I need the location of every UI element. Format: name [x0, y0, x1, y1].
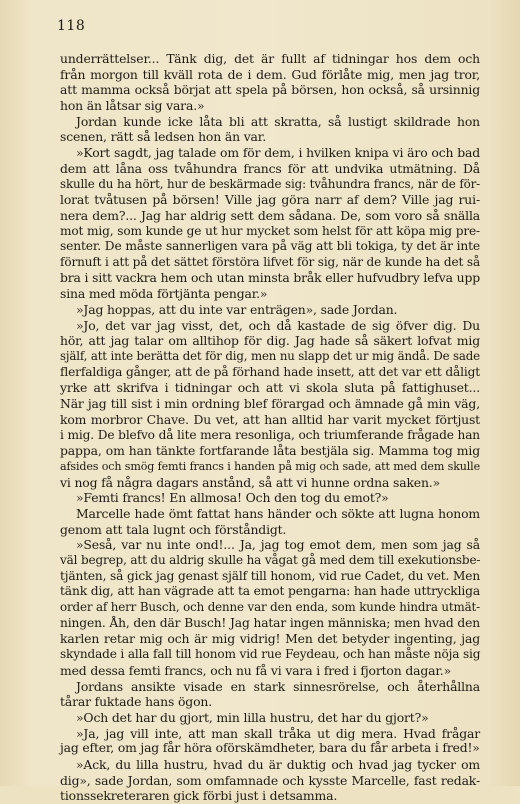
text-line: yrke att skrifva i tidningar och att vi skola sluta på fattighuset...: [60, 380, 480, 396]
text-line: »Jo, det var jag visst, det, och då kastade de sig öfver dig. Du: [76, 317, 480, 333]
text-line: scenen, rätt så ledsen hon än var.: [60, 129, 266, 145]
text-line: hon än låtsar sig vara.»: [60, 98, 205, 114]
text-line: När jag till sist i min ordning blef förargad och ämnade gå min väg,: [60, 396, 480, 412]
text-line: dig», sade Jordan, som omfamnade och kysste Marcelle, fast redak-: [60, 772, 480, 788]
text-line: »Femti francs! En allmosa! Och den tog du emot?»: [76, 490, 389, 506]
text-line: med dessa femti francs, och nu få vi vara i fred i fjorton dagar.»: [60, 662, 452, 678]
text-line: »Och det har du gjort, min lilla hustru, det har du gjort?»: [76, 709, 429, 725]
text-line: genom att tala lugnt och förståndigt.: [60, 521, 287, 537]
text-line: flerfaldiga gånger, att de på förhand hade insett, att det var ett dåligt: [60, 364, 480, 379]
text-line: vi nog få några dagars anstånd, så att vi hunne ordna saken.»: [60, 474, 441, 490]
text-line: skulle du ha hört, hur de beskärmade sig: tvåhundra francs, när de för-: [60, 176, 480, 191]
text-line: tårar fuktade hans ögon.: [60, 694, 212, 710]
text-line: pappa, om han tänkte fortfarande låta bestjäla sig. Mamma tog mig: [60, 443, 480, 459]
text-line: i mig. De blefvo då lite mera resonliga, och triumferande frågade han: [60, 427, 480, 442]
text-line: tionssekreteraren gick förbi just i detsamma.: [60, 788, 338, 804]
text-line: underrättelser... Tänk dig, det är fullt af tidningar hos dem och: [60, 51, 480, 66]
text-line: förnuft i att på det sättet förstöra lifvet för sig, när de kunde ha det så: [60, 254, 480, 269]
text-line: sina med möda förtjänta pengar.»: [60, 286, 268, 302]
text-line: hör, att jag talar om alltihop för dig. Jag hade så säkert lofvat mig: [60, 333, 480, 349]
text-line: bra i sitt vackra hem och utan minsta bråk eller hufvudbry lefva upp: [60, 270, 480, 285]
text-line: karlen retar mig och är mig vidrig! Men det betyder ingenting, jag: [60, 631, 480, 647]
body-text: [60, 51, 480, 804]
text-line: senter. De måste sannerligen vara på väg att bli tokiga, ty det är inte: [60, 239, 480, 254]
text-line: jag efter, om jag får höra oförskämdheter, bara du får arbeta i fred!»: [60, 741, 480, 756]
text-line: »Kort sagdt, jag talade om för dem, i hvilken knipa vi äro och bad: [76, 145, 480, 161]
text-line: lorat tvåtusen på börsen! Ville jag göra narr af dem? Ville jag rui-: [60, 192, 480, 208]
text-line: tjänten, så gick jag genast själf till honom, vid rue Cadet, du vet. Men: [60, 568, 480, 583]
text-line: Jordan kunde icke låta bli att skratta, så lustigt skildrade hon: [76, 113, 480, 129]
text-line: skyndade i alla fall till honom vid rue Feydeau, och han måste nöja sig: [60, 647, 481, 662]
text-line: order af herr Busch, och denne var den enda, som kunde hindra utmät-: [60, 600, 480, 615]
text-line: »Ack, du lilla hustru, hvad du är duktig och hvad jag tycker om: [76, 756, 480, 772]
text-line: Jordans ansikte visade en stark sinnesrörelse, och återhållna: [76, 678, 480, 694]
text-line: nera dem?... Jag har aldrig sett dem sådana. De, som voro så snälla: [60, 207, 480, 223]
text-line: själf, att inte berätta det för dig, men nu slapp det ur mig ändå. De sade: [60, 349, 480, 364]
text-line: »Ja, jag vill inte, att man skall tråka ut dig mera. Hvad frågar: [76, 725, 480, 741]
text-line: Marcelle hade ömt fattat hans händer och sökte att lugna honom: [76, 505, 480, 521]
text-line: från morgon till kväll rota de i dem. Gud förlåte mig, men jag tror,: [60, 66, 480, 82]
text-line: »Seså, var nu inte ond!... Ja, jag tog emot dem, men som jag så: [76, 537, 480, 553]
page-number: 118: [57, 18, 86, 34]
text-line: »Jag hoppas, att du inte var enträgen», sade Jordan.: [76, 302, 398, 317]
text-line: kom morbror Chave. Du vet, att han alltid har varit mycket förtjust: [60, 411, 480, 427]
text-line: afsides och smög femti francs i handen på mig och sade, att med dem skulle: [60, 459, 480, 473]
text-line: ningen. Åh, den där Busch! Jag hatar ingen människa; men hvad den: [60, 615, 480, 630]
text-line: att mamma också börjat att spela på börsen, hon också, så ursinnig: [60, 82, 480, 98]
text-line: väl begrep, att du aldrig skulle ha vågat gå med dem till exekutionsbe-: [60, 553, 481, 567]
text-line: dem att låna oss tvåhundra francs för att undvika utmätning. Då: [60, 160, 480, 176]
text-line: tänk dig, att han vägrade att ta emot pengarna: han hade uttryckliga: [60, 584, 480, 599]
text-line: mot mig, som kunde ge ut hur mycket som helst för att köpa mig pre-: [60, 223, 480, 238]
